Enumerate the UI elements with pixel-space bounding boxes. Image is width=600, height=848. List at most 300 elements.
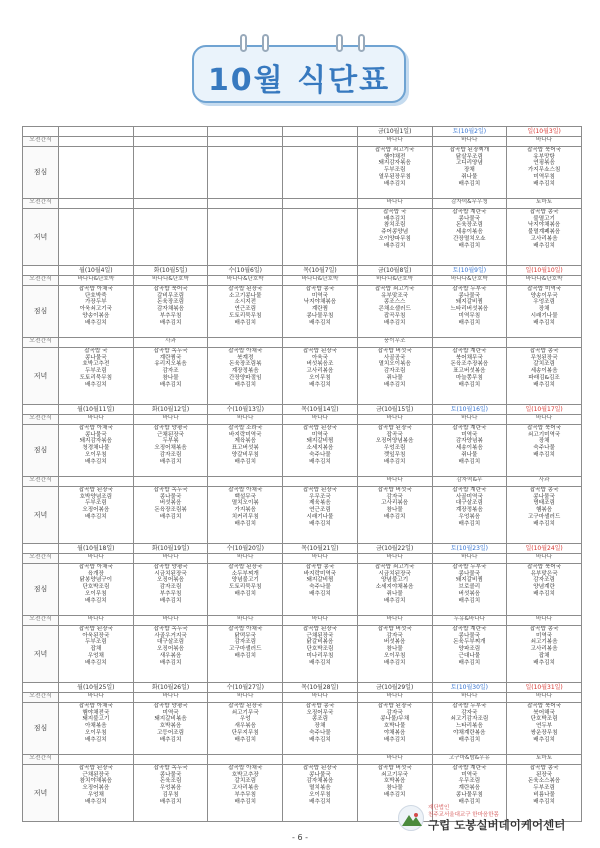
menu-item: 감자양념볶 xyxy=(455,438,483,445)
binder-ring-icon xyxy=(240,34,247,52)
menu-item: 잡곡밥 콩국 xyxy=(529,487,559,493)
lunch-menu xyxy=(357,564,432,616)
menu-item: 돈육장조림볶 xyxy=(154,507,187,514)
menu-item: 가장두부 xyxy=(85,299,107,306)
menu-item: 잡곡밥 두부국 xyxy=(452,286,487,292)
menu-item: 배추김치 xyxy=(458,798,481,805)
afternoon-snack: 바나나 xyxy=(357,199,432,209)
menu-item: 감자조림 xyxy=(234,639,257,646)
menu-item: 계란볶음 xyxy=(458,785,481,792)
dinner-menu xyxy=(208,626,283,683)
menu-item: 배추김치 xyxy=(458,736,481,743)
menu-item: 배추김치 xyxy=(458,381,481,388)
menu-item: 잡곡밥 된장국 xyxy=(78,487,113,493)
afternoon-snack xyxy=(133,477,208,487)
morning-snack: 바나나 xyxy=(507,554,582,564)
dinner-menu xyxy=(59,765,134,822)
menu-item: 쥐나물 xyxy=(461,173,478,180)
day-date: 일(10월24일) xyxy=(507,544,582,554)
menu-item: 감자조림 xyxy=(159,451,182,458)
date-row xyxy=(23,405,582,415)
day-date: 목(10월14일) xyxy=(283,405,358,415)
row-label: 점심 xyxy=(23,703,59,755)
menu-item: 잡곡밥 버섯국 xyxy=(377,487,412,493)
menu-item: 소두부찌개 xyxy=(231,570,259,577)
menu-item: 배추김치 xyxy=(533,520,555,527)
menu-item: 콩나물국 xyxy=(458,632,481,639)
menu-item: 세송이볶음 xyxy=(455,229,483,236)
menu-item: 감자국 xyxy=(386,493,403,500)
menu-item: 돈육두부찌개 xyxy=(453,639,486,646)
dinner-menu xyxy=(432,626,507,683)
menu-item: 소세지볶음 xyxy=(306,445,334,452)
menu-item: 유리지오볶음 xyxy=(154,361,187,368)
menu-item: 두부볶 xyxy=(162,438,179,445)
afternoon-snack: 바나나 xyxy=(283,616,358,626)
afternoon-snack xyxy=(59,199,134,209)
menu-item: 배추김치 xyxy=(85,736,107,743)
menu-item: 돼지감자볶음 xyxy=(378,160,411,167)
menu-item: 잡곡밥 된장국 xyxy=(302,348,338,354)
menu-item: 고사리볶음 xyxy=(306,368,334,375)
menu-item: 소세지야채볶음 xyxy=(375,584,414,591)
menu-item: 배추김치 xyxy=(383,242,406,249)
morning-snack: 바나나 xyxy=(59,415,134,425)
menu-item: 숙주나물 xyxy=(309,584,331,591)
morning-snack: 바나나 xyxy=(283,554,358,564)
menu-item: 표고버섯볶음 xyxy=(453,368,486,375)
dinner-menu xyxy=(59,348,134,405)
afternoon-snack: 두유&바나나 xyxy=(432,616,507,626)
dinner-menu xyxy=(357,626,432,683)
menu-item: 잡곡밥 콩국 xyxy=(529,209,559,215)
menu-item: 돈육소스볶음 xyxy=(527,778,561,785)
menu-item: 두부조림 xyxy=(85,639,107,646)
menu-item: 단호박조림 xyxy=(306,646,334,653)
menu-item: 콩조스스 xyxy=(383,299,406,306)
menu-item: 소시지전 xyxy=(234,299,257,306)
lunch-menu xyxy=(133,425,208,477)
menu-item: 파래김&김조 xyxy=(528,374,560,381)
menu-item: 배추김치 xyxy=(383,180,406,187)
menu-item: 오이양파무침 xyxy=(378,235,411,242)
lunch-menu xyxy=(507,286,582,338)
date-row xyxy=(23,127,582,137)
menu-item: 햄볶음 xyxy=(536,507,553,514)
afternoon-snack: 바나나 xyxy=(357,477,432,487)
row-label: 저녁 xyxy=(23,348,59,405)
dinner-menu xyxy=(357,209,432,266)
menu-item: 두부조림 xyxy=(85,500,107,507)
menu-item: 잡곡밥 된장국 xyxy=(228,703,263,709)
menu-item: 멸치볶음 xyxy=(309,785,331,792)
afternoon-snack xyxy=(283,338,358,348)
menu-item: 열무된장무침 xyxy=(378,173,411,180)
lunch-menu xyxy=(133,147,208,199)
menu-item: 잡곡밥 쇠고기국 xyxy=(374,564,415,570)
menu-item: 미역국 xyxy=(461,431,478,438)
menu-item: 잡곡밥 녹두국 xyxy=(153,487,188,493)
menu-item: 돈육장조림볶 xyxy=(229,361,262,368)
morning-snack: 바나나 xyxy=(432,554,507,564)
menu-item: 제육볶음 xyxy=(234,438,257,445)
menu-item: 잡곡밥 아채국 xyxy=(228,348,263,354)
menu-item: 잡곡밥 된장국 xyxy=(302,487,338,493)
menu-item: 잡곡밥 북어국 xyxy=(527,564,562,570)
menu-item: 숙주나물 xyxy=(533,445,555,452)
menu-item: 콩나물국 xyxy=(309,771,331,778)
day-date: 토(10월9일) xyxy=(432,266,507,276)
day-date: 일(10월17일) xyxy=(507,405,582,415)
menu-item: 오이무침 xyxy=(85,729,107,736)
menu-item: 배추김치 xyxy=(383,513,406,520)
menu-item: 돼지불고기 xyxy=(82,716,110,723)
menu-item: 배추김치 xyxy=(159,736,182,743)
menu-item: 근대나물 xyxy=(458,652,481,659)
day-date: 수(10월6일) xyxy=(208,266,283,276)
afternoon-snack xyxy=(283,477,358,487)
menu-item: 계장정볶음 xyxy=(455,507,483,514)
menu-item: 숙주나물 xyxy=(309,451,331,458)
morning-snack: 바나나 xyxy=(357,137,432,147)
day-date: 월(10월4일) xyxy=(59,266,134,276)
menu-item: 오징어채볶음 xyxy=(154,445,187,452)
menu-item: 돈육장조림 xyxy=(455,222,483,229)
morning-snack: 바나나 xyxy=(133,693,208,703)
morning-snack: 바나나&단호박 xyxy=(357,276,432,286)
menu-item: 버섯볶음조 xyxy=(306,361,334,368)
menu-item: 배추김치 xyxy=(458,458,481,465)
menu-item: 호박볶음 xyxy=(159,723,182,730)
dinner-menu xyxy=(283,765,358,822)
menu-item: 잡곡밥 아채국 xyxy=(78,564,113,570)
day-date: 월(10월18일) xyxy=(59,544,134,554)
menu-item: 쥐나물 xyxy=(386,374,403,381)
row-label: 오전간식 xyxy=(23,477,59,487)
page-number: - 6 - xyxy=(292,833,308,842)
row-label: 오전간식 xyxy=(23,554,59,564)
row-label: 점심 xyxy=(23,425,59,477)
day-date xyxy=(59,127,134,137)
menu-item: 사골미역국 xyxy=(455,493,483,500)
menu-item: 잡곡밥 북어국 xyxy=(527,703,562,709)
menu-item: 햄야채전 xyxy=(383,153,406,160)
menu-item: 감자국 xyxy=(386,709,403,716)
day-date: 화(10월5일) xyxy=(133,266,208,276)
day-date: 일(10월3일) xyxy=(507,127,582,137)
lunch-menu xyxy=(507,147,582,199)
menu-item: 감자채볶음 xyxy=(157,306,185,313)
day-date: 금(10월22일) xyxy=(357,544,432,554)
afternoon-snack xyxy=(133,755,208,765)
day-date: 금(10월15일) xyxy=(357,405,432,415)
menu-item: 배추김치 xyxy=(309,590,331,597)
menu-item: 소고기콩나물 xyxy=(229,292,262,299)
menu-item: 양송이볶음 xyxy=(82,312,110,319)
menu-item: 돼지감자볶음 xyxy=(79,438,113,445)
lunch-menu xyxy=(59,703,134,755)
menu-item: 장채 xyxy=(463,167,475,174)
menu-item: 근채된장국 xyxy=(306,632,334,639)
morning-snack xyxy=(59,137,134,147)
menu-item: 오징어양념볶음 xyxy=(375,438,414,445)
day-date xyxy=(283,127,358,137)
menu-item: 감자국 xyxy=(386,632,403,639)
lunch-menu xyxy=(507,703,582,755)
afternoon-snack xyxy=(208,338,283,348)
menu-table xyxy=(22,126,582,822)
menu-item: 잡곡밥 된장찌개 xyxy=(449,147,490,153)
menu-item: 배추김치 xyxy=(458,180,481,187)
menu-item: 감자채볶음 xyxy=(306,778,334,785)
menu-item: 배추김치 xyxy=(458,319,481,326)
afternoon-snack xyxy=(59,477,134,487)
menu-item: 미역국 xyxy=(311,431,329,438)
afternoon-snack: 풍이무조 xyxy=(357,338,432,348)
afternoon-snack: 바나나 xyxy=(59,616,134,626)
menu-item: 잡곡밥 콩국 xyxy=(529,626,559,632)
morning-snack: 바나나 xyxy=(208,693,283,703)
menu-item: 배추김치 xyxy=(159,319,182,326)
binder-ring-icon xyxy=(358,34,365,52)
menu-item: 쇠고기무국 xyxy=(381,771,409,778)
day-date: 화(10월26일) xyxy=(133,683,208,693)
menu-item: 배추김치 xyxy=(309,319,331,326)
lunch-menu xyxy=(133,564,208,616)
menu-item: 돈육조추장볶음 xyxy=(450,361,489,368)
row-label: 점심 xyxy=(23,147,59,199)
corner-cell xyxy=(23,266,59,276)
menu-item: 잡곡밥 콩국 xyxy=(305,703,335,709)
day-date xyxy=(133,127,208,137)
menu-item: 참나물 xyxy=(386,646,403,653)
menu-item: 된장국 xyxy=(536,771,553,778)
menu-item: 잡곡밥 버섯국 xyxy=(377,626,412,632)
lunch-menu xyxy=(208,147,283,199)
menu-item: 간장멸치오쇼 xyxy=(453,235,486,242)
menu-item: 배추김치 xyxy=(234,319,257,326)
date-row xyxy=(23,266,582,276)
menu-item: 잡곡밥 두부국 xyxy=(452,564,487,570)
day-date: 금(10월8일) xyxy=(357,266,432,276)
menu-item: 잡곡밥 녹두국 xyxy=(153,765,188,771)
morning-snack: 바나나 xyxy=(208,415,283,425)
dinner-menu xyxy=(357,487,432,544)
menu-item: 잡곡밥 버섯국 xyxy=(377,765,412,771)
menu-item: 배추김치 xyxy=(458,659,481,666)
dinner-menu xyxy=(208,487,283,544)
menu-item: 쌍운장무침 xyxy=(530,729,558,736)
menu-item: 배추김치 xyxy=(533,242,555,249)
morning-snack: 바나나&단호박 xyxy=(507,276,582,286)
row-label: 오전간식 xyxy=(23,693,59,703)
afternoon-snack xyxy=(59,338,134,348)
menu-item: 감자조림 xyxy=(533,577,555,584)
dinner-menu xyxy=(283,348,358,405)
menu-item: 잡곡밥 아채국 xyxy=(228,626,263,632)
menu-item: 배추김치 xyxy=(234,652,257,659)
afternoon-snack xyxy=(133,199,208,209)
afternoon-snack xyxy=(208,199,283,209)
center-logo xyxy=(398,805,588,835)
menu-item: 감자조림 xyxy=(159,584,182,591)
corner-cell xyxy=(23,127,59,137)
day-date: 수(10월27일) xyxy=(208,683,283,693)
lunch-menu xyxy=(59,425,134,477)
afternoon-snack xyxy=(432,338,507,348)
day-date: 목(10월28일) xyxy=(283,683,358,693)
menu-item: 고디리양념 xyxy=(455,160,483,167)
menu-item: 아욱국 xyxy=(311,354,329,361)
menu-item: 콩나물국 xyxy=(458,570,481,577)
row-label: 저녁 xyxy=(23,487,59,544)
afternoon-snack: 토마토 xyxy=(507,199,582,209)
menu-item: 배추김치 xyxy=(159,458,182,465)
corner-cell xyxy=(23,683,59,693)
menu-item: 부추무침 xyxy=(159,312,182,319)
mountain-logo-icon xyxy=(398,805,424,831)
menu-item: 고사리볶음 xyxy=(530,646,558,653)
menu-item: 잡곡밥 된장국 xyxy=(302,626,338,632)
menu-item: 콩나물국 xyxy=(458,292,481,299)
title-area xyxy=(0,0,600,110)
menu-item: 우엉조림 xyxy=(383,445,406,452)
lunch-menu xyxy=(432,147,507,199)
menu-item: 잡곡밥 된장국 xyxy=(228,564,263,570)
dinner-menu xyxy=(59,209,134,266)
afternoon-snack: 바나나 xyxy=(133,616,208,626)
menu-item: 배추김치 xyxy=(533,180,555,187)
menu-item: 미역무침 xyxy=(533,173,555,180)
menu-item: 고등어조림 xyxy=(157,729,185,736)
menu-item: 잡곡밥 아채국 xyxy=(78,425,113,431)
menu-item: 양념불고기 xyxy=(381,577,409,584)
row-label: 오전간식 xyxy=(23,199,59,209)
morning-snack xyxy=(283,137,358,147)
afternoon-snack: 사과 xyxy=(507,477,582,487)
menu-item: 부추무침 xyxy=(159,590,182,597)
dinner-menu xyxy=(507,209,582,266)
day-date: 목(10월21일) xyxy=(283,544,358,554)
day-date: 수(10월20일) xyxy=(208,544,283,554)
menu-item: 두부조림 xyxy=(383,167,406,174)
lunch-menu xyxy=(208,286,283,338)
row-label: 점심 xyxy=(23,564,59,616)
menu-item: 잡곡국 xyxy=(386,431,403,438)
menu-item: 우엉채 xyxy=(87,652,104,659)
menu-item: 쇠고기볶음 xyxy=(530,639,558,646)
menu-item: 미나리무침 xyxy=(306,652,334,659)
lunch-menu xyxy=(133,703,208,755)
menu-item: 잡곡밥 양평국 xyxy=(153,564,188,570)
menu-item: 잡곡밥 콩국 xyxy=(305,564,335,570)
menu-item: 배추김치 xyxy=(309,458,331,465)
dinner-menu xyxy=(133,487,208,544)
menu-item: 우무조국 xyxy=(309,493,331,500)
menu-item: 잡곡밥 콩국 xyxy=(529,765,559,771)
date-row xyxy=(23,683,582,693)
menu-item: 콩나물국 xyxy=(85,431,107,438)
morning-snack: 바나나 xyxy=(283,415,358,425)
menu-item: 배추김치 xyxy=(533,590,555,597)
morning-snack: 바나나 xyxy=(133,554,208,564)
menu-item: 대구살조림 xyxy=(455,500,483,507)
menu-item: 오징어볶음 xyxy=(82,507,110,514)
menu-item: 배추김치 xyxy=(533,736,555,743)
menu-item: 잡곡밥 국 xyxy=(382,209,407,215)
lunch-menu xyxy=(432,564,507,616)
menu-item: 콩나물국 xyxy=(85,354,107,361)
menu-item: 불멸계폐볶음 xyxy=(527,229,561,236)
menu-item: 북계정 xyxy=(237,354,254,361)
dinner-menu xyxy=(208,765,283,822)
menu-item: 잡곡밥 쇠고기국 xyxy=(374,286,415,292)
menu-item: 배추김치 xyxy=(234,736,257,743)
menu-item: 깻잎무침 xyxy=(383,451,406,458)
menu-item: 멸치오이볶음 xyxy=(378,361,411,368)
menu-item: 잡곡밥 북어국 xyxy=(527,425,562,431)
menu-item: 햄야채전국 xyxy=(82,709,110,716)
row-label: 오전간식 xyxy=(23,616,59,626)
menu-item: 미역국 xyxy=(311,292,329,299)
menu-item: 양파조림 xyxy=(458,646,481,653)
dinner-menu xyxy=(133,765,208,822)
menu-item: 콩나물국 xyxy=(159,771,182,778)
menu-item: 비름나물 xyxy=(533,791,555,798)
menu-item: 치커리무침 xyxy=(231,513,259,520)
menu-item: 배추김치 xyxy=(383,736,406,743)
menu-item: 잡곡밥 아채국 xyxy=(228,487,263,493)
afternoon-snack xyxy=(208,477,283,487)
menu-item: 계란찜 xyxy=(311,306,329,313)
corner-cell xyxy=(23,544,59,554)
menu-item: 미역국 xyxy=(162,709,179,716)
menu-item: 닭봉양념구이 xyxy=(79,577,113,584)
menu-item: 잡곡밥 녹두국 xyxy=(153,348,188,354)
lunch-menu xyxy=(507,564,582,616)
menu-item: 연근조림 xyxy=(309,507,331,514)
dinner-menu xyxy=(283,209,358,266)
menu-item: 북어해국 xyxy=(533,709,555,716)
menu-item: 배추김치 xyxy=(533,319,555,326)
menu-item: 배추김치 xyxy=(234,381,257,388)
afternoon-snack: 감자떡&무우청 xyxy=(432,199,507,209)
day-date: 화(10월19일) xyxy=(133,544,208,554)
menu-item: 우엉채 xyxy=(87,791,104,798)
lunch-menu xyxy=(357,147,432,199)
menu-item: 계란찜국 xyxy=(159,354,182,361)
menu-item: 배추김치 xyxy=(85,659,107,666)
dinner-menu xyxy=(507,487,582,544)
morning-snack: 바나나 xyxy=(357,415,432,425)
menu-item: 콩나물국 xyxy=(533,493,555,500)
menu-item: 우엉볶음 xyxy=(159,785,182,792)
title-banner xyxy=(192,45,406,103)
menu-item: 잡곡밥 계란국 xyxy=(452,425,487,431)
menu-item: 배추김치 xyxy=(85,458,107,465)
day-date: 수(10월13일) xyxy=(208,405,283,415)
menu-item: 참나물 xyxy=(386,785,403,792)
menu-item: 장채 xyxy=(538,438,550,445)
menu-item: 낙지야채볶음 xyxy=(303,299,337,306)
dinner-menu xyxy=(208,209,283,266)
menu-item: 고구마샐러드 xyxy=(527,513,561,520)
menu-item: 닭살무조림 xyxy=(455,153,483,160)
menu-item: 배추김치 xyxy=(159,597,182,604)
menu-item: 시금치된장국 xyxy=(378,570,411,577)
menu-item: 양념계란 xyxy=(533,584,555,591)
afternoon-snack xyxy=(283,199,358,209)
